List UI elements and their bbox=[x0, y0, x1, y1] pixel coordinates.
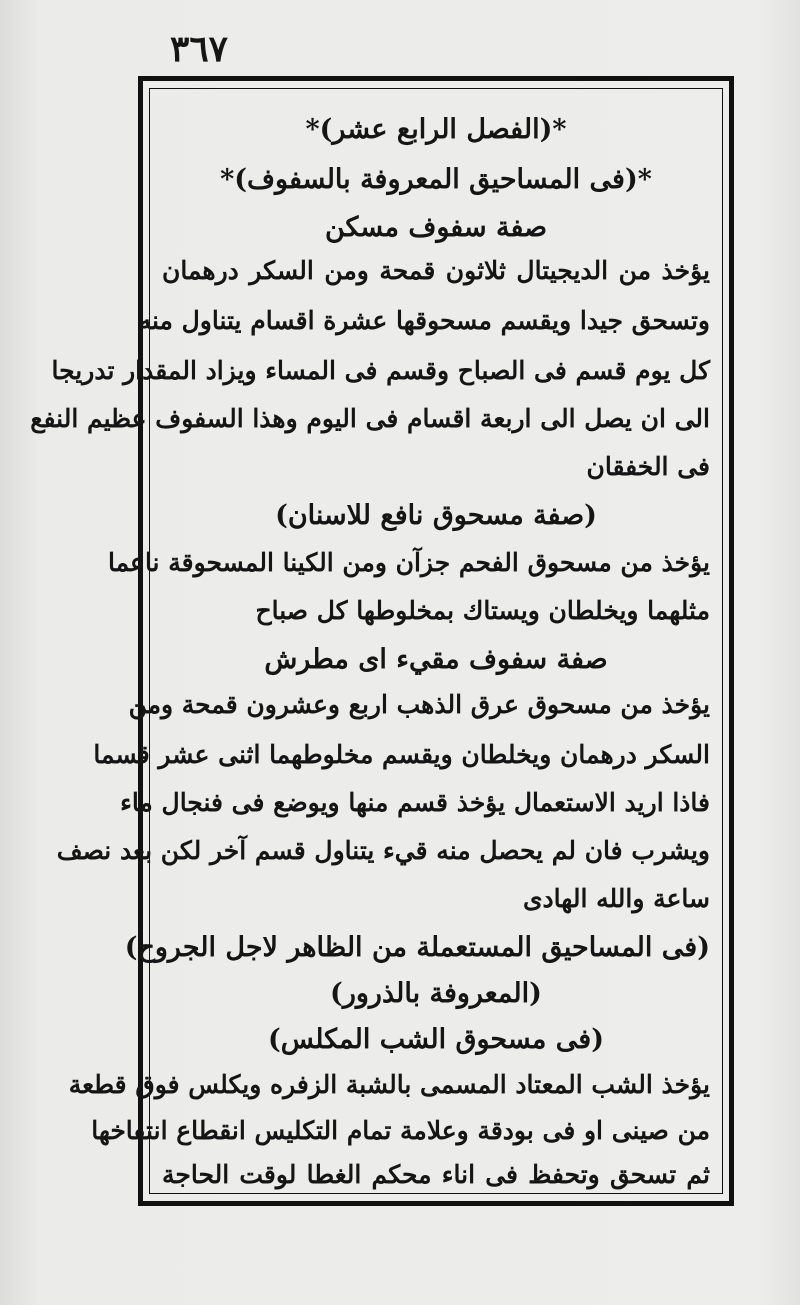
text-line: فى الخفقان bbox=[586, 452, 710, 481]
chapter-subtitle: *(فى المساحيق المعروفة بالسفوف)* bbox=[220, 164, 652, 195]
text-line: يؤخذ من مسحوق الفحم جزآن ومن الكينا المسحوقة ناعما bbox=[107, 548, 710, 577]
page-text bbox=[30, 100, 710, 1190]
text-line: يؤخذ الشب المعتاد المسمى بالشبة الزفره ويكلس فوق قطعة bbox=[68, 1070, 710, 1099]
section-heading: (فى مسحوق الشب المكلس) bbox=[268, 1024, 604, 1055]
text-line: من صينى او فى بودقة وعلامة تمام التكليس انقطاع انتفاخها bbox=[91, 1116, 710, 1145]
section-heading: (المعروفة بالذرور) bbox=[330, 978, 542, 1009]
text-line: مثلهما ويخلطان ويستاك بمخلوطها كل صباح bbox=[255, 596, 710, 625]
text-line: ساعة والله الهادى bbox=[522, 884, 710, 913]
text-line: يؤخذ من الديجيتال ثلاثون قمحة ومن السكر درهمان bbox=[162, 256, 710, 285]
section-heading: صفة سفوف مسكن bbox=[324, 212, 548, 243]
text-line: الى ان يصل الى اربعة اقسام فى اليوم وهذا السفوف عظيم النفع bbox=[30, 404, 710, 433]
text-line: كل يوم قسم فى الصباح وقسم فى المساء ويزاد المقدار تدريجا bbox=[51, 356, 710, 385]
text-line: ويشرب فان لم يحصل منه قيء يتناول قسم آخر لكن بعد نصف bbox=[56, 836, 710, 865]
text-line: ثم تسحق وتحفظ فى اناء محكم الغطا لوقت الحاجة bbox=[162, 1160, 710, 1189]
page-number: ٣٦٧ bbox=[170, 28, 229, 70]
section-heading: (صفة مسحوق نافع للاسنان) bbox=[275, 500, 597, 531]
text-line: وتسحق جيدا ويقسم مسحوقها عشرة اقسام يتناول منه bbox=[138, 306, 710, 335]
text-line: فاذا اريد الاستعمال يؤخذ قسم منها ويوضع فى فنجال ماء bbox=[120, 788, 710, 817]
section-heading: (فى المساحيق المستعملة من الظاهر لاجل الجروح) bbox=[124, 932, 710, 963]
text-line: السكر درهمان ويخلطان ويقسم مخلوطهما اثنى عشر قسما bbox=[93, 740, 710, 769]
section-heading: صفة سفوف مقيء اى مطرش bbox=[264, 644, 608, 675]
chapter-title: *(الفصل الرابع عشر)* bbox=[305, 114, 567, 145]
text-line: يؤخذ من مسحوق عرق الذهب اربع وعشرون قمحة ومن bbox=[128, 690, 710, 719]
